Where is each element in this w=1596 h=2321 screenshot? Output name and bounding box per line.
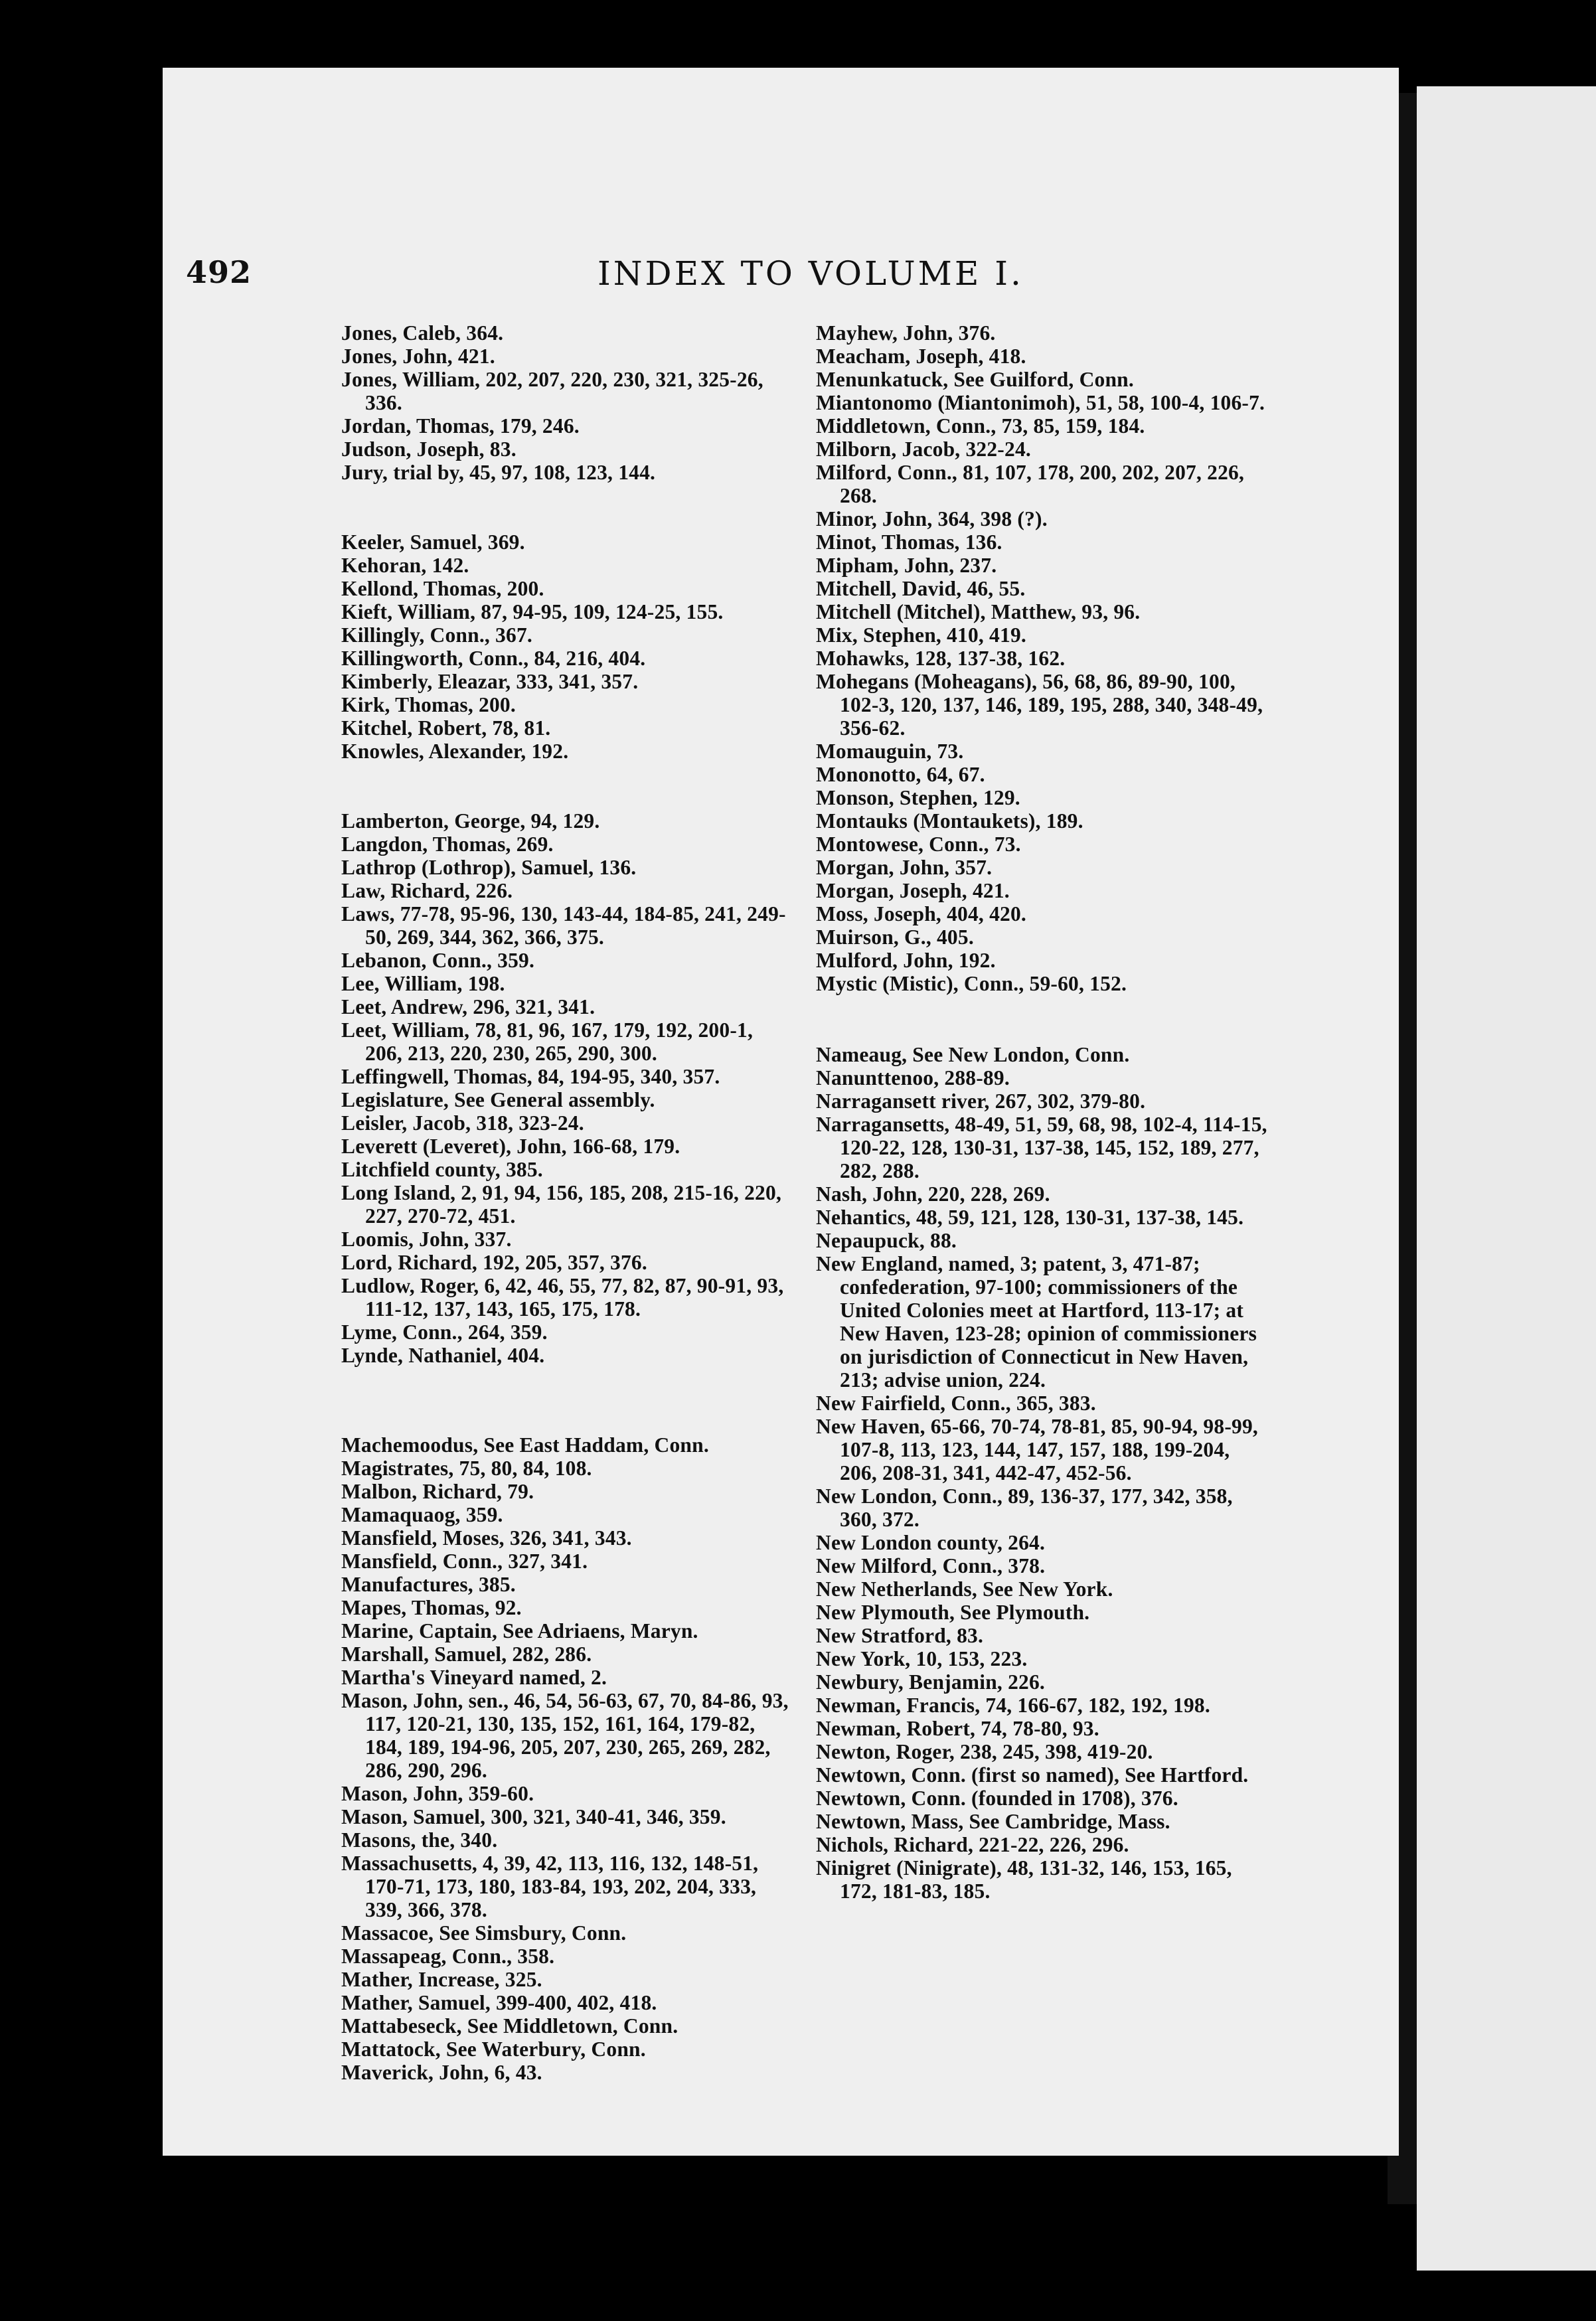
index-entry: Maverick, John, 6, 43. bbox=[341, 2061, 542, 2084]
index-entry: Jordan, Thomas, 179, 246. bbox=[341, 414, 580, 438]
index-entry: Lord, Richard, 192, 205, 357, 376. bbox=[341, 1251, 647, 1274]
index-entry: Ninigret (Ninigrate), 48, 131-32, 146, 153, 165, 172, 181-83, 185. bbox=[816, 1856, 1232, 1903]
index-entry: Massacoe, See Simsbury, Conn. bbox=[341, 1921, 627, 1945]
index-entry: New York, 10, 153, 223. bbox=[816, 1647, 1028, 1670]
index-entry: Manufactures, 385. bbox=[341, 1573, 516, 1596]
index-entry: Ludlow, Roger, 6, 42, 46, 55, 77, 82, 87, 90-91, 93, 111-12, 137, 143, 165, 175, 178. bbox=[341, 1274, 784, 1321]
index-entry: Mason, Samuel, 300, 321, 340-41, 346, 359. bbox=[341, 1805, 726, 1828]
index-entry: Lyme, Conn., 264, 359. bbox=[341, 1321, 548, 1344]
index-entry: Nash, John, 220, 228, 269. bbox=[816, 1182, 1050, 1206]
index-entry: Massachusetts, 4, 39, 42, 113, 116, 132, 148-51, 170-71, 173, 180, 183-84, 193, 202, 204, 333, 339, 366, 378. bbox=[341, 1852, 759, 1921]
index-entry: Mather, Increase, 325. bbox=[341, 1968, 542, 1991]
section-gap bbox=[341, 484, 793, 530]
index-entry: Mayhew, John, 376. bbox=[816, 321, 996, 345]
index-entry: Mamaquaog, 359. bbox=[341, 1503, 503, 1526]
page-header bbox=[186, 254, 1321, 294]
facing-page-edge bbox=[1417, 86, 1596, 2271]
index-entry: Keeler, Samuel, 369. bbox=[341, 530, 525, 554]
index-entry: Mulford, John, 192. bbox=[816, 949, 996, 972]
index-entry: Mononotto, 64, 67. bbox=[816, 763, 985, 786]
index-entry: Narragansett river, 267, 302, 379-80. bbox=[816, 1089, 1146, 1113]
index-entry: Miantonomo (Miantonimoh), 51, 58, 100-4, 106-7. bbox=[816, 391, 1265, 414]
index-entry: Massapeag, Conn., 358. bbox=[341, 1945, 555, 1968]
index-entry: New Fairfield, Conn., 365, 383. bbox=[816, 1392, 1096, 1415]
index-entry: Mason, John, 359-60. bbox=[341, 1782, 534, 1805]
index-entry: Montowese, Conn., 73. bbox=[816, 833, 1021, 856]
index-entry: Minot, Thomas, 136. bbox=[816, 530, 1002, 554]
index-entry: Mitchell (Mitchel), Matthew, 93, 96. bbox=[816, 600, 1141, 623]
index-entry: Newman, Robert, 74, 78-80, 93. bbox=[816, 1717, 1099, 1740]
section-gap bbox=[341, 1367, 793, 1433]
index-entry: Machemoodus, See East Haddam, Conn. bbox=[341, 1433, 709, 1457]
index-entry: New Haven, 65-66, 70-74, 78-81, 85, 90-94, 98-99, 107-8, 113, 123, 144, 147, 157, 188, 199-204, 206, 208-31, 341, 442-47, 452-56. bbox=[816, 1415, 1258, 1484]
index-entry: Nehantics, 48, 59, 121, 128, 130-31, 137-38, 145. bbox=[816, 1206, 1244, 1229]
index-entry: Judson, Joseph, 83. bbox=[341, 438, 517, 461]
index-entry: Lebanon, Conn., 359. bbox=[341, 949, 535, 972]
index-entry: Newbury, Benjamin, 226. bbox=[816, 1670, 1045, 1694]
index-entry: Kimberly, Eleazar, 333, 341, 357. bbox=[341, 670, 639, 693]
index-entry: Milford, Conn., 81, 107, 178, 200, 202, 207, 226, 268. bbox=[816, 461, 1245, 507]
index-entry: Newman, Francis, 74, 166-67, 182, 192, 198. bbox=[816, 1694, 1210, 1717]
index-entry: Long Island, 2, 91, 94, 156, 185, 208, 215-16, 220, 227, 270-72, 451. bbox=[341, 1181, 782, 1228]
index-entry: Leffingwell, Thomas, 84, 194-95, 340, 357. bbox=[341, 1065, 720, 1088]
index-entry: Milborn, Jacob, 322-24. bbox=[816, 438, 1031, 461]
index-entry: Law, Richard, 226. bbox=[341, 879, 513, 902]
index-entry: Marshall, Samuel, 282, 286. bbox=[341, 1642, 592, 1666]
index-entry: Kellond, Thomas, 200. bbox=[341, 577, 544, 600]
section-gap bbox=[341, 763, 793, 809]
running-title: INDEX TO VOLUME I. bbox=[598, 254, 1024, 293]
index-entry: Newtown, Conn. (first so named), See Hartford. bbox=[816, 1763, 1249, 1787]
index-entry: Nichols, Richard, 221-22, 226, 296. bbox=[816, 1833, 1129, 1856]
index-entry: Leverett (Leveret), John, 166-68, 179. bbox=[341, 1135, 680, 1158]
index-entry: Nepaupuck, 88. bbox=[816, 1229, 957, 1252]
index-entry: Mohegans (Moheagans), 56, 68, 86, 89-90, 100, 102-3, 120, 137, 146, 189, 195, 288, 340, 348-49, 356-62. bbox=[816, 670, 1263, 740]
index-entry: Mitchell, David, 46, 55. bbox=[816, 577, 1026, 600]
index-entry: New London, Conn., 89, 136-37, 177, 342, 358, 360, 372. bbox=[816, 1484, 1233, 1531]
section-gap bbox=[816, 995, 1267, 1043]
index-entry: Newton, Roger, 238, 245, 398, 419-20. bbox=[816, 1740, 1153, 1763]
index-entry: Narragansetts, 48-49, 51, 59, 68, 98, 102-4, 114-15, 120-22, 128, 130-31, 137-38, 145, 152, 189, 277, 282, 288. bbox=[816, 1113, 1267, 1182]
index-entry: Nameaug, See New London, Conn. bbox=[816, 1043, 1130, 1066]
index-entry: Killingworth, Conn., 84, 216, 404. bbox=[341, 647, 646, 670]
index-entry: Lathrop (Lothrop), Samuel, 136. bbox=[341, 856, 637, 879]
index-entry: Killingly, Conn., 367. bbox=[341, 623, 532, 647]
index-entry: Legislature, See General assembly. bbox=[341, 1088, 655, 1111]
page-number: 492 bbox=[186, 254, 252, 290]
index-entry: New Netherlands, See New York. bbox=[816, 1577, 1113, 1601]
index-entry: Masons, the, 340. bbox=[341, 1828, 498, 1852]
index-entry: New Stratford, 83. bbox=[816, 1624, 984, 1647]
index-entry: Mansfield, Moses, 326, 341, 343. bbox=[341, 1526, 632, 1550]
index-entry: Litchfield county, 385. bbox=[341, 1158, 543, 1181]
index-entry: Marine, Captain, See Adriaens, Maryn. bbox=[341, 1619, 698, 1642]
index-entry: Jones, Caleb, 364. bbox=[341, 321, 504, 345]
index-entry: Monson, Stephen, 129. bbox=[816, 786, 1020, 809]
index-entry: Martha's Vineyard named, 2. bbox=[341, 1666, 607, 1689]
index-entry: Mohawks, 128, 137-38, 162. bbox=[816, 647, 1066, 670]
index-entry: Mattatock, See Waterbury, Conn. bbox=[341, 2038, 646, 2061]
index-entry: New Milford, Conn., 378. bbox=[816, 1554, 1046, 1577]
index-entry: Mix, Stephen, 410, 419. bbox=[816, 623, 1026, 647]
index-entry: Moss, Joseph, 404, 420. bbox=[816, 902, 1027, 925]
index-entry: Jones, William, 202, 207, 220, 230, 321, 325-26, 336. bbox=[341, 368, 763, 414]
index-entry: Mather, Samuel, 399-400, 402, 418. bbox=[341, 1991, 657, 2014]
index-entry: Meacham, Joseph, 418. bbox=[816, 345, 1026, 368]
index-entry: Mipham, John, 237. bbox=[816, 554, 997, 577]
index-entry: Newtown, Conn. (founded in 1708), 376. bbox=[816, 1787, 1178, 1810]
index-entry: Kehoran, 142. bbox=[341, 554, 469, 577]
index-entry: Lee, William, 198. bbox=[341, 972, 505, 995]
index-entry: Kirk, Thomas, 200. bbox=[341, 693, 516, 716]
index-entry: Loomis, John, 337. bbox=[341, 1228, 512, 1251]
index-entry: Langdon, Thomas, 269. bbox=[341, 833, 554, 856]
index-entry: Muirson, G., 405. bbox=[816, 925, 974, 949]
index-entry: Morgan, John, 357. bbox=[816, 856, 993, 879]
index-entry: New Plymouth, See Plymouth. bbox=[816, 1601, 1090, 1624]
index-entry: Mansfield, Conn., 327, 341. bbox=[341, 1550, 588, 1573]
index-entry: Mattabeseck, See Middletown, Conn. bbox=[341, 2014, 678, 2038]
index-entry: Magistrates, 75, 80, 84, 108. bbox=[341, 1457, 592, 1480]
index-entry: Montauks (Montaukets), 189. bbox=[816, 809, 1083, 833]
index-entry: Jones, John, 421. bbox=[341, 345, 495, 368]
index-entry: Leet, Andrew, 296, 321, 341. bbox=[341, 995, 596, 1018]
index-entry: Minor, John, 364, 398 (?). bbox=[816, 507, 1048, 530]
index-entry: Kitchel, Robert, 78, 81. bbox=[341, 716, 551, 740]
index-column-right bbox=[816, 321, 1267, 1903]
index-entry: Lynde, Nathaniel, 404. bbox=[341, 1344, 545, 1367]
index-entry: Mason, John, sen., 46, 54, 56-63, 67, 70, 84-86, 93, 117, 120-21, 130, 135, 152, 161, 164, 179-82, 184, 189, 194-96, 205, 207, 230, 265, 269, 282, 286, 290, 296. bbox=[341, 1689, 789, 1782]
index-entry: New England, named, 3; patent, 3, 471-87; confederation, 97-100; commissioners of the United Colonies meet at Hartford, 113-17; at New Haven, 123-28; opinion of commissioners on jurisdiction of Connecticut in New Haven, 213; advise union, 224. bbox=[816, 1252, 1257, 1392]
index-entry: Momauguin, 73. bbox=[816, 740, 964, 763]
index-entry: Kieft, William, 87, 94-95, 109, 124-25, 155. bbox=[341, 600, 724, 623]
index-entry: Leisler, Jacob, 318, 323-24. bbox=[341, 1111, 584, 1135]
index-entry: Newtown, Mass, See Cambridge, Mass. bbox=[816, 1810, 1170, 1833]
index-column-left bbox=[341, 321, 793, 2084]
index-entry: Mapes, Thomas, 92. bbox=[341, 1596, 522, 1619]
index-entry: Morgan, Joseph, 421. bbox=[816, 879, 1010, 902]
index-entry: Knowles, Alexander, 192. bbox=[341, 740, 569, 763]
index-entry: Leet, William, 78, 81, 96, 167, 179, 192, 200-1, 206, 213, 220, 230, 265, 290, 300. bbox=[341, 1018, 754, 1065]
index-entry: Jury, trial by, 45, 97, 108, 123, 144. bbox=[341, 461, 656, 484]
index-entry: Malbon, Richard, 79. bbox=[341, 1480, 534, 1503]
index-entry: Mystic (Mistic), Conn., 59-60, 152. bbox=[816, 972, 1127, 995]
index-entry: Nanunttenoo, 288-89. bbox=[816, 1066, 1010, 1089]
index-entry: Middletown, Conn., 73, 85, 159, 184. bbox=[816, 414, 1145, 438]
index-entry: Laws, 77-78, 95-96, 130, 143-44, 184-85, 241, 249-50, 269, 344, 362, 366, 375. bbox=[341, 902, 786, 949]
index-entry: Lamberton, George, 94, 129. bbox=[341, 809, 600, 833]
index-entry: Menunkatuck, See Guilford, Conn. bbox=[816, 368, 1134, 391]
index-entry: New London county, 264. bbox=[816, 1531, 1046, 1554]
